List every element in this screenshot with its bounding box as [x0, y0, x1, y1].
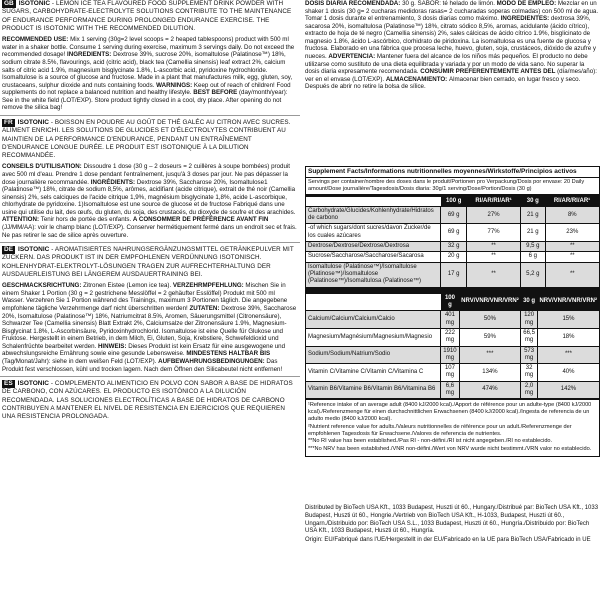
section-heading: AUFBEWAHRUNGSBEDINGUNGEN:: [158, 357, 267, 365]
micro-value: 40%: [537, 364, 599, 382]
micro-value: 573 mg: [521, 346, 538, 364]
macro-header-row: [306, 197, 599, 207]
lang-divider: [0, 242, 300, 243]
macro-row: [306, 206, 599, 224]
macro-header-cell: [306, 197, 441, 207]
section-text: Mischen Sie in einem Shaker 1 Portion (30 g = 2 gestrichene Messlöffel = 2 gehäufter Esslöffel) Produkt mit 500 ml Wasser. Verzehren Sie 1 Portion während des Trainings, maximum 3 Portionen täglich. Die angegebene empfohlene tägliche Verzehrmenge darf nicht überschritten werden!: [2, 282, 288, 312]
section-heading: HINWEIS:: [97, 342, 129, 350]
section-text: Mix 1 serving (30g=2 level scoops = 2 heaped tablespoons) product with 500 ml water in a shaker bottle. Consume 1 serving during exercise, maximum 3 servings daily. Do not exceed the recommended dosage!: [2, 36, 295, 59]
es-section-heading: DOSIS DIARIA RECOMENDADA:: [305, 0, 403, 7]
es-section-heading: ALMACENAMIENTO:: [385, 75, 449, 83]
section-heading: GESCHMACKSRICHTUNG:: [2, 282, 84, 290]
macro-value: **: [545, 252, 599, 262]
micro-header-cell: NRV/VNR/VNR/VRN²: [459, 294, 521, 311]
es-section-text: (día/mes/año): ver en el envase (LOT/EXP).: [305, 68, 597, 83]
macro-value: 69 g: [441, 206, 467, 224]
lang-block-fr: [0, 119, 300, 239]
section-heading: INGRÉDIENTS:: [90, 178, 137, 186]
micro-value: 6,6 mg: [441, 381, 459, 399]
macro-value: 17 g: [441, 262, 467, 287]
micro-value: 32 mg: [521, 364, 538, 382]
lang-header: [2, 0, 298, 33]
macro-value: **: [467, 262, 521, 287]
nutrition-serving-info: Servings per container/nombre des doses dans le produit/Portionen pro Verpackung/Dosis por envase: 20 Daily amount/Dose journalière/Tagesdosis/Dosis diaria: 30g/1 serving/Dose/Portion/Dosis (30 g): [306, 178, 599, 197]
es-section-text: dextrosa 39%, sacarosa 20%, isomaltulosa (Palatinose™) 18%, citrato sódico 8,5%, aromas, acidulante (ácido cítrico), extracto de hoja de té negro (Camellia sinensis) 2%, sales cálcicas de ácido cítrico 1.9%, bisglicinato de magnesio 1.8%, ácido L-ascórbico, clorhidrato de piridoxina. La isomaltulosa es una fuente de glucosa y fructosa. Elaborado en una fábrica que procesa leche, huevo, gluten, soja, crustáceos, dióxido de azufre y nueces.: [305, 15, 596, 60]
micro-nutrient-name: Calcium/Calcium/Calcium/Calcio: [306, 311, 441, 329]
section-heading: MINDESTENS HALTBAR BIS: [186, 350, 271, 358]
macro-header-cell: RI/AR/RI/AR¹: [467, 197, 521, 207]
lang-code-badge: ES: [4, 380, 13, 388]
product-name: ISOTONIC: [17, 118, 49, 126]
lang-header: [2, 119, 298, 161]
micro-value: 2,0 mg: [521, 381, 538, 399]
section-text: Dextrose 39%, Saccharose 20%, Isomaltulose (Palatinose™) 18%, Natriumcitrat 8.5%, Aromen, Säuerungsmittel (Citronensäure), Schwarzer Tee (Camellia sinensis) Blatt Extrakt 2%, Calciumsalze der Zitronensäure 1.9%, Magnesium-Bisglycinat 1.8%, L-Ascorbinsäure, Pyridoxinhydrochlorid. Isomaltulose ist eine Quelle für Glukose und Fruktose. Hergestellt in einem Betrieb, in dem Milch, Ei, Gluten, Soja, Krebstiere, Schwefeldioxid und Schalenfrüchte bearbeitet werden.: [2, 305, 297, 350]
macro-header-cell: RI/AR/RI/AR¹: [545, 197, 599, 207]
footnote: ¹Reference intake of an average adult (8400 kJ/2000 kcal)./Apport de référence pour un adulte-type (8400 kJ/2000 kcal)./Referenzmenge für einen durchschnittlichen Erwachsenen (8400 kJ/2000 kcal)./Ingesta de referencia de un adulto medio (8400 kJ/2000 kcal).: [308, 402, 592, 423]
distributor-line: Distributed by BioTech USA Kft., 1033 Budapest, Huszti út 60., Hungary./Distribué par: BioTech USA Kft., 1033 Budapest, Huszti út 60., Hongrie./Vertrieb von BioTech USA Kft., H-1033, Budapest, Huszti út 60., Ungarn./Distribuido por: BioTech USA S.L., 1033 Budapest, Huszti út 60., Hungría./Distribuido por: BioTech USA Kft., 1033 Budapest, Huszti út 60., Hungría.: [305, 505, 599, 535]
es-continued-text: [305, 0, 600, 91]
section-heading: CONSEILS D'UTILISATION:: [2, 163, 84, 171]
section-text: (JJ/MM/AA): voir le champ blanc (LOT/EXP). Conserver hermétiquement fermé dans un endroit sec et frais. Ne pas retirer le sac de silice après ouverture.: [2, 223, 297, 239]
section-text: Zitronen Eistee (Lemon ice tea).: [83, 282, 173, 290]
section-text: Keep out of reach of children! Food supplements do not replace a balanced nutrition and healthy lifestyle.: [2, 81, 291, 97]
micro-value: 18%: [537, 328, 599, 346]
lang-body-text: [2, 282, 298, 373]
macro-value: 20 g: [441, 252, 467, 262]
macro-nutrient-name: Sucrose/Saccharose/Saccharose/Sacarosa: [306, 252, 441, 262]
micro-nutrient-name: Sodium/Sodium/Natrium/Sodio: [306, 346, 441, 364]
lang-body-text: [2, 36, 298, 112]
micro-header-cell: NRV/VNR/VNR/VRN²: [537, 294, 599, 311]
micro-nutrient-name: Vitamin C/Vitamine C/Vitamin C/Vitamina C: [306, 364, 441, 382]
footnote: **No RI value has been established./Pas RI - non-défini./RI ist nicht angegeben./RI no establecido.: [308, 438, 553, 445]
macro-value: **: [467, 242, 521, 252]
section-heading: A CONSOMMER DE PRÉFÉRENCE AVANT FIN: [132, 216, 269, 224]
micro-row: [306, 311, 599, 329]
micro-header-row: [306, 294, 599, 311]
macro-table: [306, 197, 599, 288]
macro-row: [306, 242, 599, 252]
section-heading: VERZEHRMPFEHLUNG:: [172, 282, 246, 290]
section-heading: ATTENTION:: [2, 216, 41, 224]
section-text: Dieses Produkt ist kein Ersatz für eine ausgewogene und abwechslungsreiche Ernährung sowie eine gesunde Lebensweise.: [2, 342, 286, 358]
micro-header-cell: 30 g: [521, 294, 538, 311]
es-section-heading: ADVERTENCIA:: [328, 52, 377, 60]
micro-value: 401 mg: [441, 311, 459, 329]
section-text: (day/month/year): See in the white field (LOT/EXP). Store product tightly closed in a cool, dry place. After opening do not remove the silica bag!: [2, 89, 288, 112]
nutrition-table: [305, 166, 600, 457]
micro-row: [306, 328, 599, 346]
macro-value: **: [545, 242, 599, 252]
macro-value: 69 g: [441, 224, 467, 242]
macro-value: 23%: [545, 224, 599, 242]
es-section-text: 30 g. SABOR: té helado de limón.: [402, 0, 497, 7]
product-description: - COMPLEMENTO ALIMENTICIO EN POLVO CON SABOR A BASE DE HIDRATOS DE CARBONO, CON AZÚCARES. EL PRODUCTO ES ISOTÓNICO A LA DILUCIÓN RECOMENDADA. LAS SOLUCIONES ELECTROLÍTICAS A BASE DE HIDRATOS DE CARBONO CONTRIBUYEN A MANTENER EL NIVEL DE RESISTENCIA EN EJERCICIOS QUE REQUIEREN UNA RESISTENCIA PROLONGADA.: [2, 380, 293, 421]
macro-value: 9,5 g: [521, 242, 546, 252]
micro-nutrient-name: Magnesium/Magnésium/Magnesium/Magnesio: [306, 328, 441, 346]
macro-header-cell: 100 g: [441, 197, 467, 207]
nutrition-title: Supplement Facts/Informations nutritionnelles moyennes/Wirkstoffe/Principios activos: [306, 167, 599, 178]
macro-value: **: [545, 262, 599, 287]
section-text: Dextrose 39%, Saccharose 20%, Isomaltulose1 (Palatinose™) 18%, citrate de sodium 8,5%, arômes, acidifiant (acide citrique), extrait de thé noir (Camellia sinensis) 2%, sels calciques de l'acide citrique 1,9%, magnésium bisglycinate 1,8%, acide L-ascorbique, chlorhydrate de pyridoxine. 1)Isomaltulose est une source de glucose et de fructose Fabriqué dans une usine qui utilise du lait, des œufs, du gluten, du soja, des crustacés, du dioxyde de soufre et des arachides.: [2, 178, 296, 216]
es-section-heading: CONSUMIR PREFERENTEMENTE ANTES DEL: [420, 68, 558, 76]
micro-value: 474%: [459, 381, 521, 399]
micro-table: [306, 294, 599, 400]
micro-value: 107 mg: [441, 364, 459, 382]
macro-value: 21 g: [521, 206, 546, 224]
micro-value: ***: [459, 346, 521, 364]
micro-value: 15%: [537, 311, 599, 329]
section-text: (Tag/Monat/Jahr): siehe in dem weißen Feld (LOT/EXP).: [2, 357, 159, 365]
micro-value: 134%: [459, 364, 521, 382]
macro-value: **: [467, 252, 521, 262]
macro-value: 21 g: [521, 224, 546, 242]
micro-value: 50%: [459, 311, 521, 329]
section-text: Dextrose 39%, sucrose 20%, isomaltulose (Palatinose™) 18%, sodium citrate 8.5%, flavourings, acid (citric acid), black tea (Camellia sinensis) leaf extract 2%, calcium salts of citric acid 1.9%, magnesium bisglycinate 1.8%, L-ascorbic acid, pyridoxine hydrochloride. Isomaltulose is a source of glucose and fructose. Made in a plant that manufactures milk, egg, gluten, soy, crustaceans, sulphur dioxide and nuts containing foods.: [2, 51, 293, 89]
micro-header-cell: 100 g: [441, 294, 459, 311]
micro-value: 120 mg: [521, 311, 538, 329]
section-heading: WARNINGS:: [156, 81, 194, 89]
lang-divider: [0, 376, 300, 377]
section-heading: INGREDIENTS:: [67, 51, 114, 59]
macro-row: [306, 262, 599, 287]
section-heading: RECOMMENDED USE:: [2, 36, 71, 44]
micro-value: 66,5 mg: [521, 328, 538, 346]
distributor-info: [305, 505, 600, 546]
macro-row: [306, 224, 599, 242]
footnote: ***No NRV has been established./VNR non-défini./Wert von NRV wurde nicht bestimmt./VRN valor no establecido.: [308, 446, 592, 453]
micro-row: [306, 364, 599, 382]
es-section-text: Mezclar en un shaker 1 dosis (30 g= 2 cucharas medidoras rasas= 2 cucharadas soperas colmadas) con 500 ml de agua. Tomar 1 dosis durante el entrenamiento, 3 dosis diarias como máximo.: [305, 0, 599, 23]
macro-value: 27%: [467, 206, 521, 224]
micro-value: ***: [537, 346, 599, 364]
lang-code-badge: GB: [4, 0, 14, 7]
lang-code-badge: DE: [4, 246, 14, 254]
lang-block-de: [0, 246, 300, 373]
macro-header-cell: 30 g: [521, 197, 546, 207]
section-text: Tenir hors de portée des enfants.: [40, 216, 133, 224]
product-description: - BOISSON EN POUDRE AU GOÛT DE THÉ GALÉC AU CITRON AVEC SUCRES. ALIMENT ENRICHI. LES SOLUTIONS DE GLUCIDES ET D'ÉLECTROLYTES CONTRIBUENT AU MAINTIEN DE LA PERFORMANCE D'ENDURANCE, PENDANT UN ENTRAÎNEMENT D'ENDURANCE LONGUE DURÉE. LE PRODUIT EST ISOTONIQUE À LA DILUTION RECOMMANDÉE.: [2, 118, 291, 160]
es-section-heading: INGREDIENTES:: [500, 15, 551, 23]
section-text: Das Produkt fest verschlossen, kühl und trocken lagern. Nach dem Öffnen den Silicabeutel nicht entfernen!: [2, 357, 283, 373]
right-column: [305, 0, 600, 600]
macro-value: 6 g: [521, 252, 546, 262]
micro-value: 59%: [459, 328, 521, 346]
es-section-text: Mantener fuera del alcance de los niños más pequeños. El producto no debe utilizarse como sustituto de una dieta equilibrada y variada y por un modo de vida sano. No superar la dosis diaria expresamente recomendada.: [305, 52, 588, 76]
es-section-heading: MODO DE EMPLEO:: [496, 0, 558, 7]
lang-header: [2, 380, 298, 422]
macro-value: 8%: [545, 206, 599, 224]
micro-value: 1910 mg: [441, 346, 459, 364]
product-name: ISOTONIC: [18, 246, 50, 254]
product-name: ISOTONIC: [17, 380, 49, 388]
lang-block-gb: [0, 0, 300, 112]
macro-nutrient-name: Isomaltulose (Palatinose™)/Isomaltulose (Platinose™)/Isomaltulose (Palatinose™)/Isomaltulosa (Palatinose™): [306, 262, 441, 287]
lang-header: [2, 246, 298, 279]
section-text: Dissoudre 1 dose (30 g – 2 doseurs = 2 cuillères à soupe bombées) produit avec 500 ml d'eau. Prendre 1 dose pendant l'entraînement, jusqu'à 3 doses par jour. Ne pas dépasser la dose journalière recommandée.: [2, 163, 290, 186]
lang-block-es: [0, 380, 300, 422]
micro-row: [306, 381, 599, 399]
es-section-text: Almacenar bien cerrado, en lugar fresco y seco. Después de abrir no retire la bolsa de sílice.: [305, 75, 581, 91]
product-description: - LEMON ICE TEA FLAVOURED FOOD SUPPLEMENT DRINK POWDER WITH SUGARS, CARBOHYDRATE-ELECTROLYTE SOLUTIONS CONTRIBUTE TO THE MAINTENANCE OF ENDURANCE PERFORMANCE DURING PROLONGED ENDURANCE EXERCISE. THE PRODUCT IS ISOTONIC WITH THE RECOMMENDED DILUTION.: [2, 0, 292, 32]
section-heading: ZUTATEN:: [189, 305, 222, 312]
product-description: - AROMATISIERTES NAHRUNGSERGÄNZUNGSMITTEL GETRÄNKEPULVER MIT ZUCKERN. DAS PRODUKT IST IN DER EMPFOHLENEN VERDÜNNUNG ISOTONISCH. KOHLENHYDRAT-ELEKTROLYT-LÖSUNGEN TRAGEN ZUR AUFRECHTERHALTUNG DER AUSDAUERLEISTUNG BEI LÄNGEREM AUSDAUERTRAINING BEI.: [2, 246, 294, 278]
macro-nutrient-name: Carbohydrate/Glucides/Kohlenhydrate/Hidratos de carbono: [306, 206, 441, 224]
macro-value: 77%: [467, 224, 521, 242]
macro-nutrient-name: -of which sugars/dont sucres/davon Zucker/de los cuales azúcares: [306, 224, 441, 242]
lang-code-badge: FR: [4, 118, 13, 126]
section-heading: BEST BEFORE: [193, 89, 239, 97]
micro-row: [306, 346, 599, 364]
footnotes: [306, 399, 599, 456]
micro-header-cell: [306, 294, 441, 311]
macro-row: [306, 252, 599, 262]
micro-value: 142%: [537, 381, 599, 399]
macro-nutrient-name: Dextrose/Dextrose/Dextrose/Dextrosa: [306, 242, 441, 252]
micro-nutrient-name: Vitamin B6/Vitamine B6/Vitamin B6/Vitamina B6: [306, 381, 441, 399]
product-name: ISOTONIC: [18, 0, 51, 7]
micro-value: 222 mg: [441, 328, 459, 346]
footnote: ²Nutrient reference value for adults./Valeurs nutritionnelles de référence pour un adult./Referenzmenge der empfohlenen Tagesdosis für Erwachsene./Valores de referencia de nutrientes.: [308, 423, 572, 437]
macro-value: 32 g: [441, 242, 467, 252]
macro-value: 5,2 g: [521, 262, 546, 287]
lang-divider: [0, 115, 300, 116]
lang-body-text: [2, 163, 298, 239]
distributor-line: Origin: EU/Fabriqué dans l'UE/Hergestellt in der EU/Fabricado en la UE para BioTech USA/Fabricado in UE: [305, 537, 591, 544]
